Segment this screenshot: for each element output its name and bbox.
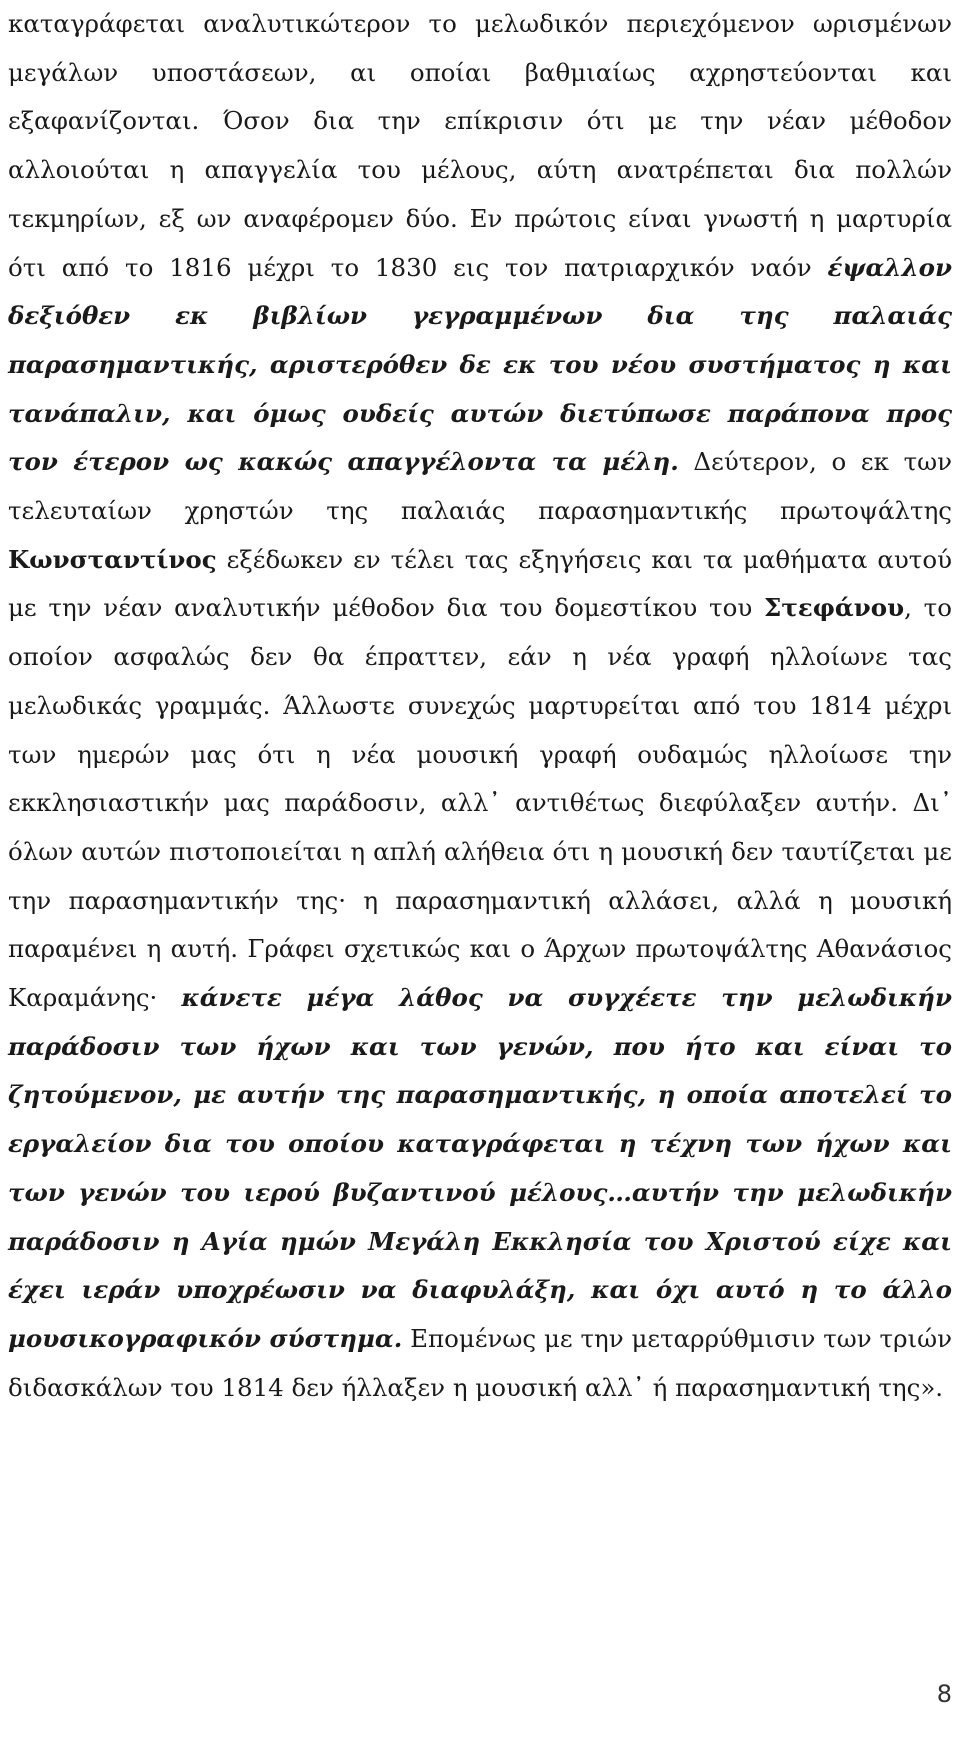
body-paragraph (8, 0, 952, 1412)
text-run-5: Επομένως με την μεταρρύθμισιν των τριών διδασκάλων του 1814 δεν ήλλαξεν η μουσική αλλ᾽ ή παρασημαντική της». (8, 1323, 952, 1402)
text-run-2: Δεύτερον, ο εκ των τελευταίων χρηστών της παλαιάς παρασημαντικής πρωτοψάλτης (8, 447, 953, 526)
text-run-3: εξέδωκεν εν τέλει τας εξηγήσεις και τα μαθήματα αυτού με την νέαν αναλυτικήν μέθοδον δια του δομεστίκου του (8, 544, 952, 623)
text-run-1: καταγράφεται αναλυτικώτερον το μελωδικόν περιεχόμενον ωρισμένων μεγάλων υποστάσεων, αι οποίαι βαθμιαίως αχρηστεύονται και εξαφανίζονται. Όσον δια την επίκρισιν ότι με την νέαν μέθοδον αλλοιούται η απαγγελία του μέλους, αύτη ανατρέπεται δια πολλών τεκμηρίων, εξ ων αναφέρομεν δύο. Εν πρώτοις είναι γνωστή η μαρτυρία ότι από το 1816 μέχρι το 1830 εις τον πατριαρχικόν ναόν (8, 9, 952, 282)
quotation-passage: κάνετε μέγα λάθος να συγχέετε την μελωδικήν παράδοσιν των ήχων και των γενών, που ήτο και είναι το ζητούμενον, με αυτήν της παρασημαντικής, η οποία αποτελεί το εργαλείον δια του οποίου καταγράφεται η τέχνη των ήχων και των γενών του ιερού βυζαντινού μέλους…αυτήν την μελωδικήν παράδοσιν η Αγία ημών Μεγάλη Εκκλησία του Χριστού είχε και έχει ιεράν υποχρέωσιν να διαφυλάξη, και όχι αυτό η το άλλο μουσικογραφικόν σύστημα. (8, 983, 952, 1353)
text-run-4: , το οποίον ασφαλώς δεν θα έπραττεν, εάν η νέα γραφή ηλλοίωνε τας μελωδικάς γραμμάς. Άλλωστε συνεχώς μαρτυρείται από του 1814 μέχρι των ημερών μας ότι η νέα μουσική γραφή ουδαμώς ηλλοίωσε την εκκλησιαστικήν μας παράδοσιν, αλλ᾽ αντιθέτως διεφύλαξεν αυτήν. Δι᾽ όλων αυτών πιστοποιείται η απλή αλήθεια ότι η μουσική δεν ταυτίζεται με την παρασημαντικήν της· η παρασημαντική αλλάσει, αλλά η μουσική παραμένει η αυτή. Γράφει σχετικώς και ο Άρχων πρωτοψάλτης Αθανάσιος Καραμάνης· (8, 593, 952, 1013)
page-number: 8 (936, 1680, 952, 1708)
name-konstantinos: Κωνσταντίνος (8, 544, 217, 574)
emphasis-passage-1: έψαλλον δεξιόθεν εκ βιβλίων γεγραμμένων δια της παλαιάς παρασημαντικής, αριστερόθεν δε εκ του νέου συστήματος η και τανάπαλιν, και όμως ουδείς αυτών διετύπωσε παράπονα προς τον έτερον ως κακώς απαγγέλοντα τα μέλη. (8, 252, 952, 477)
name-stefanos: Στεφάνου (764, 593, 905, 623)
